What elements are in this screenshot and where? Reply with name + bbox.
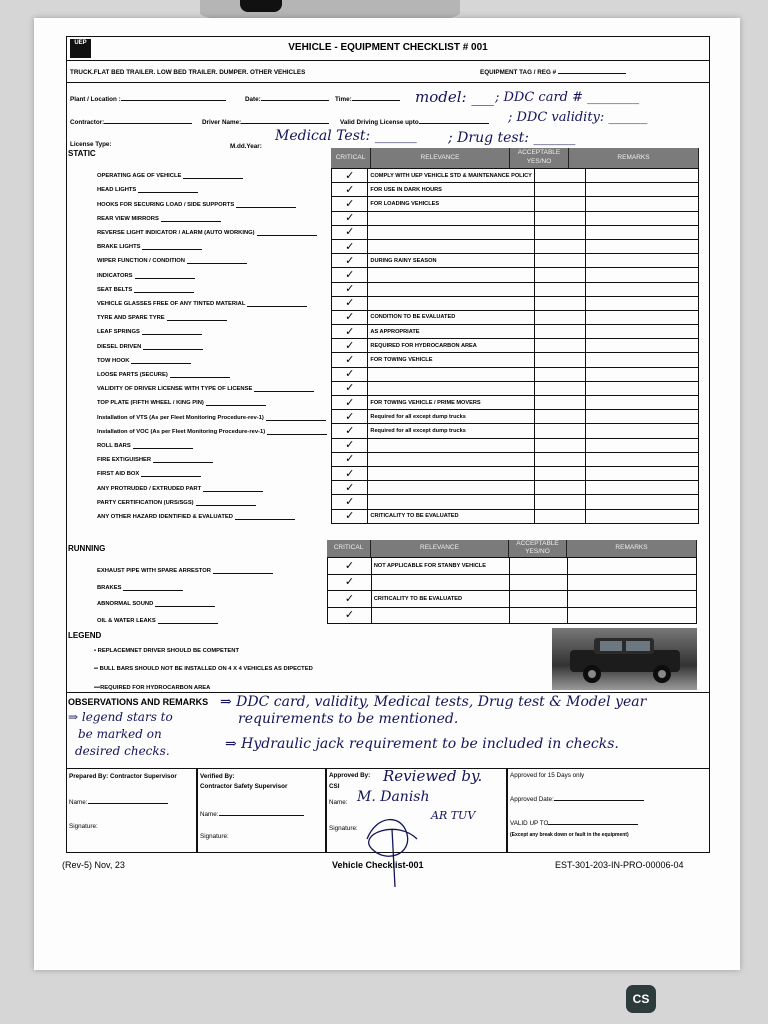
relevance-cell: Required for all except dump trucks: [368, 410, 535, 424]
footer-doc: Vehicle Checklist-001: [332, 860, 424, 870]
remarks-cell[interactable]: [586, 452, 699, 466]
acceptable-cell[interactable]: [534, 381, 585, 395]
table-row: [328, 607, 697, 624]
vehicle-types: TRUCK.FLAT BED TRAILER. LOW BED TRAILER. DUMPER. OTHER VEHICLES: [70, 69, 306, 76]
checklist-item-label: OIL & WATER LEAKS: [97, 618, 218, 624]
checklist-item-label: BRAKES: [97, 585, 183, 591]
relevance-cell: CRITICALITY TO BE EVALUATED: [368, 509, 535, 523]
critical-check-icon[interactable]: ✓: [332, 481, 368, 495]
relevance-cell: [368, 268, 535, 282]
prepared-label: Prepared By: Contractor Supervisor: [69, 773, 177, 780]
table-row: [328, 591, 697, 608]
relevance-cell: Required for all except dump trucks: [368, 424, 535, 438]
remarks-cell[interactable]: [586, 466, 699, 480]
col-relevance: RELEVANCE: [371, 540, 509, 557]
hand-org: AR TUV: [431, 809, 476, 822]
acceptable-cell[interactable]: [509, 558, 567, 575]
table-row: [332, 254, 699, 268]
approved-role: CSI: [329, 783, 340, 790]
remarks-cell[interactable]: [586, 353, 699, 367]
verified-by-box: [197, 768, 326, 853]
table-row: [332, 509, 699, 523]
critical-check-icon[interactable]: ✓: [332, 381, 368, 395]
critical-check-icon[interactable]: ✓: [332, 353, 368, 367]
legend-title: LEGEND: [68, 631, 102, 640]
remarks-cell[interactable]: [586, 509, 699, 523]
acceptable-cell[interactable]: [509, 607, 567, 624]
driver-field[interactable]: Driver Name:: [202, 119, 329, 126]
col-relevance: RELEVANCE: [371, 148, 510, 168]
critical-check-icon[interactable]: ✓: [332, 211, 368, 225]
critical-check-icon[interactable]: ✓: [332, 438, 368, 452]
running-section-label: RUNNING: [68, 544, 106, 553]
remarks-cell[interactable]: [586, 410, 699, 424]
acceptable-cell[interactable]: [534, 424, 585, 438]
critical-check-icon[interactable]: ✓: [332, 466, 368, 480]
observations-divider: [66, 692, 710, 693]
relevance-cell: FOR LOADING VEHICLES: [368, 197, 535, 211]
hand-reviewed: Reviewed by.: [383, 767, 483, 785]
validity-box: [507, 768, 710, 853]
critical-check-icon[interactable]: ✓: [332, 225, 368, 239]
relevance-cell: [368, 211, 535, 225]
table-row: [332, 183, 699, 197]
relevance-cell: [368, 225, 535, 239]
remarks-cell[interactable]: [567, 591, 696, 608]
col-remarks: REMARKS: [569, 148, 699, 168]
remarks-cell[interactable]: [586, 225, 699, 239]
critical-check-icon[interactable]: ✓: [332, 296, 368, 310]
checklist-item-label: ANY PROTRUDED / EXTRUDED PART: [97, 486, 263, 492]
prepared-by-box: [66, 768, 197, 853]
relevance-cell: CRITICALITY TO BE EVALUATED: [371, 591, 509, 608]
acceptable-cell[interactable]: [534, 169, 585, 183]
remarks-cell[interactable]: [586, 325, 699, 339]
approved-by-box: [326, 768, 507, 853]
remarks-cell[interactable]: [586, 381, 699, 395]
checklist-item-label: PARTY CERTIFICATION (URS/SGS): [97, 500, 256, 506]
relevance-cell: [371, 574, 509, 591]
acceptable-cell[interactable]: [534, 268, 585, 282]
checklist-item-label: EXHAUST PIPE WITH SPARE ARRESTOR: [97, 568, 273, 574]
table-row: [328, 558, 697, 575]
checklist-item-label: OPERATING AGE OF VEHICLE: [97, 173, 243, 179]
relevance-cell: [368, 239, 535, 253]
valid-upto[interactable]: VALID UP TO: [510, 820, 638, 827]
critical-check-icon[interactable]: ✓: [328, 607, 372, 624]
hand-obs-3: ⇒ legend stars to: [68, 710, 173, 724]
equipment-tag-label: EQUIPMENT TAG / REG #: [480, 69, 626, 76]
hand-obs-6: ⇒ Hydraulic jack requirement to be included in checks.: [225, 736, 619, 752]
checklist-item-label: HEAD LIGHTS: [97, 187, 198, 193]
critical-check-icon[interactable]: ✓: [332, 495, 368, 509]
relevance-cell: NOT APPLICABLE FOR STANBY VEHICLE: [371, 558, 509, 575]
license-type-field[interactable]: License Type:: [70, 141, 112, 148]
relevance-cell: REQUIRED FOR HYDROCARBON AREA: [368, 339, 535, 353]
approved-15-days: Approved for 15 Days only: [510, 772, 585, 779]
critical-check-icon[interactable]: ✓: [328, 574, 372, 591]
legend-line-2: •• BULL BARS SHOULD NOT BE INSTALLED ON 4 X 4 VEHICLES AS DIPECTED: [94, 666, 313, 672]
table-row: [332, 211, 699, 225]
contractor-field[interactable]: Contractor:: [70, 119, 192, 126]
col-critical: CRITICAL: [331, 148, 371, 168]
acceptable-cell[interactable]: [534, 396, 585, 410]
acceptable-cell[interactable]: [534, 495, 585, 509]
table-row: [332, 197, 699, 211]
table-row: [328, 574, 697, 591]
acceptable-cell[interactable]: [534, 183, 585, 197]
table-row: [332, 339, 699, 353]
relevance-cell: FOR USE IN DARK HOURS: [368, 183, 535, 197]
acceptable-cell[interactable]: [534, 211, 585, 225]
table-row: [332, 495, 699, 509]
relevance-cell: [368, 438, 535, 452]
table-row: [332, 438, 699, 452]
checklist-item-label: FIRE EXTIGUISHER: [97, 457, 213, 463]
table-row: [332, 367, 699, 381]
acceptable-cell[interactable]: [534, 225, 585, 239]
relevance-cell: [368, 466, 535, 480]
plant-field[interactable]: Plant / Location :: [70, 96, 226, 103]
critical-check-icon[interactable]: ✓: [332, 254, 368, 268]
remarks-cell[interactable]: [586, 254, 699, 268]
relevance-cell: [368, 481, 535, 495]
relevance-cell: CONDITION TO BE EVALUATED: [368, 310, 535, 324]
remarks-cell[interactable]: [567, 558, 696, 575]
acceptable-cell[interactable]: [509, 574, 567, 591]
table-row: [332, 481, 699, 495]
relevance-cell: [368, 381, 535, 395]
verified-name[interactable]: Name:: [200, 811, 304, 818]
checklist-item-label: INDICATORS: [97, 273, 195, 279]
critical-check-icon[interactable]: ✓: [332, 509, 368, 523]
remarks-cell[interactable]: [586, 367, 699, 381]
legend-line-3: •••REQUIRED FOR HYDROCARBON AREA: [94, 685, 211, 691]
acceptable-cell[interactable]: [534, 339, 585, 353]
approved-label: Approved By:: [329, 772, 371, 779]
critical-check-icon[interactable]: ✓: [332, 169, 368, 183]
checklist-item-label: Installation of VTS (As per Fleet Monitoring Procedure-rev-1): [97, 415, 326, 421]
remarks-cell[interactable]: [586, 339, 699, 353]
running-table: [327, 557, 697, 624]
logo: UEP: [70, 39, 91, 58]
table-row: [332, 310, 699, 324]
prepared-signature[interactable]: Signature:: [69, 823, 98, 830]
critical-check-icon[interactable]: ✓: [332, 310, 368, 324]
table-row: [332, 296, 699, 310]
hand-obs-2: requirements to be mentioned.: [238, 711, 459, 727]
hand-obs-4: be marked on: [78, 727, 162, 741]
binder-clip: [240, 0, 282, 12]
checklist-item-label: REAR VIEW MIRRORS: [97, 216, 221, 222]
table-row: [332, 239, 699, 253]
critical-check-icon[interactable]: ✓: [332, 367, 368, 381]
camscanner-badge: CS: [626, 985, 656, 1013]
checklist-item-label: HOOKS FOR SECURING LOAD / SIDE SUPPORTS: [97, 202, 296, 208]
checklist-item-label: LOOSE PARTS (SECURE): [97, 372, 230, 378]
checklist-item-label: REVERSE LIGHT INDICATOR / ALARM (AUTO WORKING): [97, 230, 317, 236]
relevance-cell: FOR TOWING VEHICLE / PRIME MOVERS: [368, 396, 535, 410]
remarks-cell[interactable]: [586, 481, 699, 495]
verified-signature[interactable]: Signature:: [200, 833, 229, 840]
relevance-cell: [368, 495, 535, 509]
remarks-cell[interactable]: [586, 183, 699, 197]
critical-check-icon[interactable]: ✓: [332, 424, 368, 438]
relevance-cell: DURING RAINY SEASON: [368, 254, 535, 268]
col-critical: CRITICAL: [327, 540, 371, 557]
footer-rev: (Rev-5) Nov, 23: [62, 860, 125, 870]
acceptable-cell[interactable]: [534, 282, 585, 296]
hand-ddc-validity: ; DDC validity: ______: [508, 110, 648, 125]
table-row: [332, 466, 699, 480]
checklist-item-label: DIESEL DRIVEN: [97, 344, 203, 350]
remarks-cell[interactable]: [586, 495, 699, 509]
remarks-cell[interactable]: [586, 424, 699, 438]
table-row: [332, 381, 699, 395]
running-table-header: [327, 540, 697, 557]
relevance-cell: [371, 607, 509, 624]
acceptable-cell[interactable]: [534, 466, 585, 480]
checklist-item-label: BRAKE LIGHTS: [97, 244, 202, 250]
hand-obs-5: desired checks.: [75, 744, 170, 758]
checklist-item-label: Installation of VOC (As per Fleet Monitoring Procedure-rev-1): [97, 429, 327, 435]
checklist-item-label: VALIDITY OF DRIVER LICENSE WITH TYPE OF LICENSE: [97, 386, 314, 392]
relevance-cell: [368, 296, 535, 310]
checklist-item-label: TYRE AND SPARE TYRE: [97, 315, 227, 321]
hand-model: model: ___: [415, 88, 494, 106]
checklist-item-label: TOW HOOK: [97, 358, 191, 364]
remarks-cell[interactable]: [567, 607, 696, 624]
acceptable-cell[interactable]: [534, 239, 585, 253]
critical-check-icon[interactable]: ✓: [332, 410, 368, 424]
approved-date[interactable]: Approved Date:: [510, 796, 644, 803]
car-icon: [552, 628, 697, 690]
table-row: [332, 396, 699, 410]
footer-code: EST-301-203-IN-PRO-00006-04: [555, 860, 684, 870]
legend-line-1: • REPLACEMNET DRIVER SHOULD BE COMPETENT: [94, 648, 240, 654]
remarks-cell[interactable]: [586, 282, 699, 296]
verified-role: Contractor Safety Supervisor: [200, 783, 288, 790]
table-row: [332, 268, 699, 282]
relevance-cell: [368, 282, 535, 296]
critical-check-icon[interactable]: ✓: [332, 268, 368, 282]
critical-check-icon[interactable]: ✓: [332, 325, 368, 339]
acceptable-cell[interactable]: [534, 438, 585, 452]
critical-check-icon[interactable]: ✓: [332, 452, 368, 466]
time-field[interactable]: Time:: [335, 96, 400, 103]
remarks-cell[interactable]: [586, 310, 699, 324]
remarks-cell[interactable]: [586, 438, 699, 452]
table-row: [332, 282, 699, 296]
acceptable-cell[interactable]: [534, 310, 585, 324]
acceptable-cell[interactable]: [534, 410, 585, 424]
static-section-label: STATIC: [68, 149, 96, 158]
signature-scribble-icon: [357, 809, 427, 889]
checklist-item-label: VEHICLE GLASSES FREE OF ANY TINTED MATERIAL: [97, 301, 307, 307]
license-upto-field[interactable]: Valid Driving License upto: [340, 119, 489, 126]
relevance-cell: AS APPROPRIATE: [368, 325, 535, 339]
relevance-cell: [368, 367, 535, 381]
critical-check-icon[interactable]: ✓: [332, 239, 368, 253]
remarks-cell[interactable]: [586, 239, 699, 253]
checklist-item-label: ANY OTHER HAZARD IDENTIFIED & EVALUATED: [97, 514, 295, 520]
date-field[interactable]: Date:: [245, 96, 329, 103]
critical-check-icon[interactable]: ✓: [328, 591, 372, 608]
table-row: [332, 410, 699, 424]
vehicle-photo: [552, 628, 697, 690]
acceptable-cell[interactable]: [534, 353, 585, 367]
checklist-item-label: LEAF SPRINGS: [97, 329, 202, 335]
remarks-cell[interactable]: [586, 197, 699, 211]
remarks-cell[interactable]: [586, 169, 699, 183]
checklist-item-label: TOP PLATE (FIFTH WHEEL / KING PIN): [97, 400, 266, 406]
checklist-item-label: SEAT BELTS: [97, 287, 194, 293]
acceptable-cell[interactable]: [534, 481, 585, 495]
approved-signature[interactable]: Signature:: [329, 825, 358, 832]
approved-name[interactable]: Name:: [329, 799, 348, 806]
acceptable-cell[interactable]: [534, 509, 585, 523]
observations-title: OBSERVATIONS AND REMARKS: [68, 697, 209, 707]
checklist-item-label: ROLL BARS: [97, 443, 193, 449]
table-row: [332, 169, 699, 183]
checklist-item-label: FIRST AID BOX: [97, 471, 201, 477]
critical-check-icon[interactable]: ✓: [332, 282, 368, 296]
hand-drug: ; Drug test: ______: [448, 130, 576, 146]
acceptable-cell[interactable]: [534, 367, 585, 381]
remarks-cell[interactable]: [567, 574, 696, 591]
static-table: [331, 168, 699, 524]
acceptable-cell[interactable]: [534, 296, 585, 310]
acceptable-cell[interactable]: [534, 197, 585, 211]
static-table-header: [331, 148, 699, 168]
hand-ddc: ; DDC card # ________: [495, 90, 640, 105]
hand-obs-1: ⇒ DDC card, validity, Medical tests, Drug test & Model year: [220, 694, 647, 710]
checklist-item-label: ABNORMAL SOUND: [97, 601, 215, 607]
relevance-cell: COMPLY WITH UEP VEHICLE STD & MAINTENANCE POLICY: [368, 169, 535, 183]
remarks-cell[interactable]: [586, 296, 699, 310]
critical-check-icon[interactable]: ✓: [332, 183, 368, 197]
remarks-cell[interactable]: [586, 268, 699, 282]
acceptable-cell[interactable]: [534, 254, 585, 268]
critical-check-icon[interactable]: ✓: [332, 197, 368, 211]
remarks-cell[interactable]: [586, 396, 699, 410]
critical-check-icon[interactable]: ✓: [332, 396, 368, 410]
critical-check-icon[interactable]: ✓: [328, 558, 372, 575]
hand-approved-name: M. Danish: [357, 789, 430, 805]
col-remarks: REMARKS: [567, 540, 697, 557]
acceptable-cell[interactable]: [509, 591, 567, 608]
table-row: [332, 424, 699, 438]
relevance-cell: [368, 452, 535, 466]
col-acceptable: ACCEPTABLE YES/NO: [510, 148, 569, 168]
hand-medical: Medical Test: ______: [275, 128, 417, 144]
checklist-item-label: WIPER FUNCTION / CONDITION: [97, 258, 247, 264]
table-row: [332, 325, 699, 339]
table-row: [332, 353, 699, 367]
valid-note: (Except any break down or fault in the equipment): [510, 832, 629, 838]
critical-check-icon[interactable]: ✓: [332, 339, 368, 353]
remarks-cell[interactable]: [586, 211, 699, 225]
acceptable-cell[interactable]: [534, 325, 585, 339]
col-acceptable: ACCEPTABLE YES/NO: [509, 540, 567, 557]
model-year-field[interactable]: M.dd.Year:: [230, 143, 262, 150]
prepared-name[interactable]: Name:: [69, 799, 168, 806]
verified-label: Verified By:: [200, 773, 235, 780]
relevance-cell: FOR TOWING VEHICLE: [368, 353, 535, 367]
table-row: [332, 452, 699, 466]
form-title: VEHICLE - EQUIPMENT CHECKLIST # 001: [288, 42, 488, 53]
table-row: [332, 225, 699, 239]
acceptable-cell[interactable]: [534, 452, 585, 466]
